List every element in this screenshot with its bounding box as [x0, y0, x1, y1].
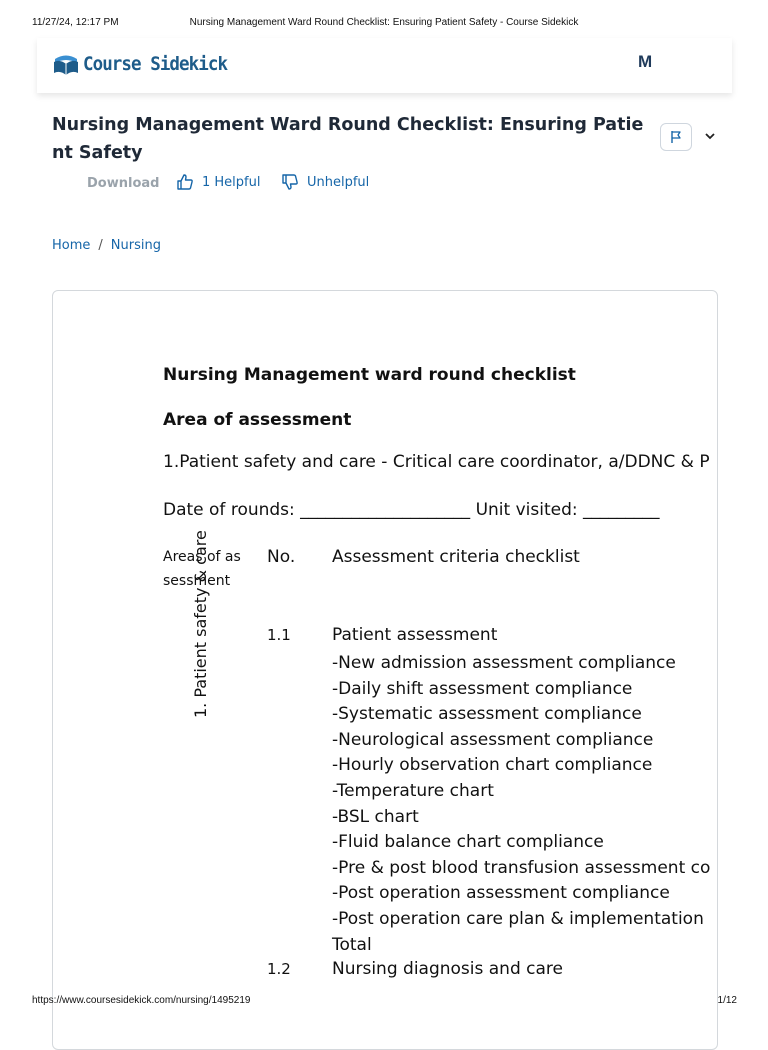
print-url: https://www.coursesidekick.com/nursing/1495219 — [32, 995, 251, 1006]
table-header-area: Areas of assessment — [163, 549, 241, 589]
open-book-icon — [52, 50, 80, 78]
criteria-list — [332, 651, 710, 958]
download-button[interactable]: Download — [87, 175, 160, 191]
print-page-title: Nursing Management Ward Round Checklist: Ensuring Patient Safety - Course Sidekick — [189, 17, 579, 28]
breadcrumb — [52, 238, 161, 253]
logo-text: Course Sidekick — [83, 53, 228, 75]
criteria-item: -Pre & post blood transfusion assessment co — [332, 857, 711, 878]
top-navbar — [37, 38, 732, 93]
print-datetime: 11/27/24, 12:17 PM — [32, 17, 119, 28]
criteria-item: -Systematic assessment compliance — [332, 704, 642, 725]
criteria-item: -Post operation care plan & implementation — [332, 908, 704, 929]
more-options-button[interactable] — [703, 128, 717, 144]
row-title: Patient assessment — [332, 625, 498, 645]
criteria-item: Total — [332, 934, 372, 955]
unhelpful-button[interactable] — [281, 173, 369, 191]
document-title: Nursing Management Ward Round Checklist: Ensuring Patient Safety — [52, 115, 644, 163]
user-avatar[interactable]: M — [638, 52, 653, 71]
thumbs-up-icon — [176, 173, 194, 191]
criteria-item: -Post operation assessment compliance — [332, 883, 670, 904]
criteria-item: -New admission assessment compliance — [332, 653, 676, 673]
breadcrumb-home[interactable]: Home — [52, 238, 91, 253]
document-heading: Nursing Management ward round checklist — [163, 365, 576, 385]
site-logo[interactable] — [52, 48, 240, 80]
criteria-item: -Fluid balance chart compliance — [332, 832, 604, 853]
row-number: 1.1 — [267, 626, 291, 644]
table-header-number: No. — [267, 547, 296, 567]
document-preview — [52, 290, 718, 1050]
criteria-item: -Daily shift assessment compliance — [332, 678, 633, 699]
row-title: Nursing diagnosis and care — [332, 959, 563, 979]
helpful-button[interactable] — [176, 173, 260, 191]
criteria-item: -Hourly observation chart compliance — [332, 755, 653, 776]
breadcrumb-nursing[interactable]: Nursing — [110, 238, 161, 253]
criteria-item: -Temperature chart — [332, 780, 494, 801]
table-header-criteria: Assessment criteria checklist — [332, 547, 580, 567]
row-number: 1.2 — [267, 960, 291, 978]
document-subheading: Area of assessment — [163, 410, 352, 430]
flag-icon — [669, 130, 683, 144]
thumbs-down-icon — [281, 173, 299, 191]
document-actions — [87, 173, 370, 193]
print-footer — [0, 995, 768, 1009]
unhelpful-label: Unhelpful — [307, 174, 370, 190]
report-button[interactable] — [660, 123, 692, 151]
helpful-count-label: 1 Helpful — [202, 174, 261, 190]
breadcrumb-separator: / — [98, 238, 103, 253]
assessment-area-line: 1.Patient safety and care - Critical care coordinator, a/DDNC & P — [163, 452, 710, 472]
criteria-item: -BSL chart — [332, 806, 419, 827]
criteria-item: -Neurological assessment compliance — [332, 729, 654, 750]
rounds-info-line: Date of rounds: ____________________ Unit visited: _________ — [163, 500, 660, 520]
chevron-down-icon — [705, 132, 715, 140]
area-label-vertical: 1. Patient safety & care — [191, 530, 210, 718]
print-header — [0, 17, 768, 31]
print-page-number: 1/12 — [717, 995, 737, 1006]
